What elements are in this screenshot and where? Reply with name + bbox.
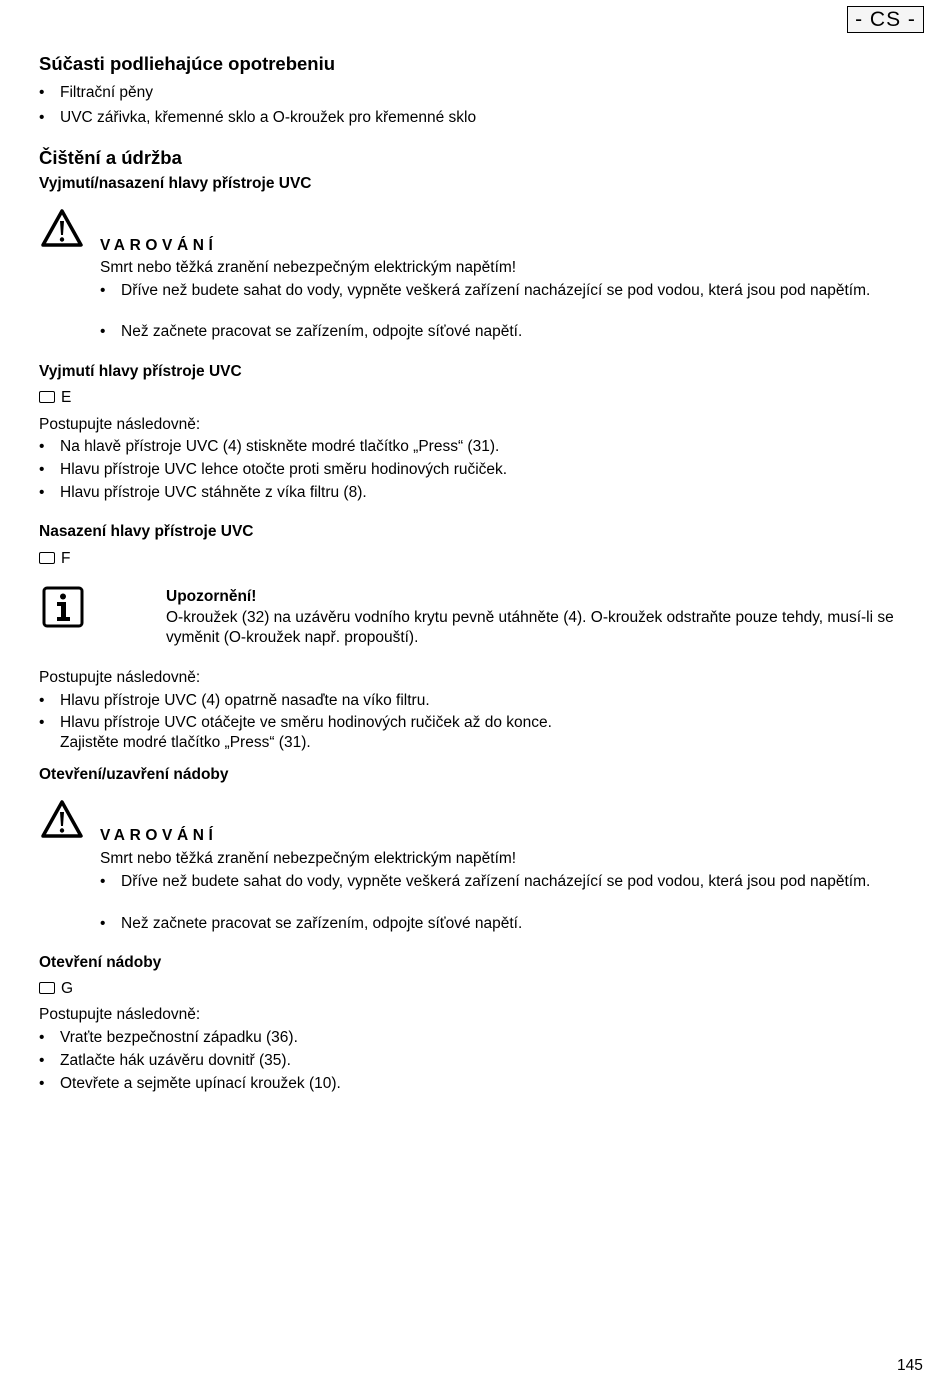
instructions-intro: Postupujte následovně: <box>39 1006 201 1023</box>
warning-triangle-icon <box>40 208 84 248</box>
section-title-container: Otevření/uzavření nádoby <box>39 766 229 783</box>
list-item: • Hlavu přístroje UVC stáhněte z víka filtru (8). <box>39 483 367 503</box>
page-number: 145 <box>897 1357 923 1374</box>
warning-text: Smrt nebo těžká zranění nebezpečným elektrickým napětím! <box>100 850 517 867</box>
list-item: • Hlavu přístroje UVC lehce otočte proti směru hodinových ručiček. <box>39 460 507 480</box>
warning-list-item: • Dříve než budete sahat do vody, vypněte veškerá zařízení nacházející se pod vodou, která jsou pod napětím. <box>100 872 891 892</box>
note-text: O-kroužek (32) na uzávěru vodního krytu pevně utáhněte (4). O-kroužek odstraňte pouze tehdy, musí-li se vyměnit (O-kroužek např. propouští). <box>166 609 894 646</box>
figure-label: G <box>61 980 74 997</box>
section-title-cleaning: Čištění a údržba <box>39 147 182 168</box>
warning-text: Smrt nebo těžká zranění nebezpečným elektrickým napětím! <box>100 259 517 276</box>
info-icon <box>42 586 84 628</box>
figure-box-icon <box>39 391 55 403</box>
list-item: • UVC zářivka, křemenné sklo a O-kroužek pro křemenné sklo <box>39 108 476 128</box>
warning-list-item: • Než začnete pracovat se zařízením, odpojte síťové napětí. <box>100 322 891 342</box>
section-title-remove: Vyjmutí hlavy přístroje UVC <box>39 363 242 380</box>
list-item-continuation: Zajistěte modré tlačítko „Press“ (31). <box>60 734 311 751</box>
list-item: • Na hlavě přístroje UVC (4) stiskněte modré tlačítko „Press“ (31). <box>39 437 499 457</box>
section-title-attach: Nasazení hlavy přístroje UVC <box>39 523 254 540</box>
figure-label: F <box>61 550 71 567</box>
section-title-wear-parts: Súčasti podliehajúce opotrebeniu <box>39 53 336 74</box>
list-item: • Filtrační pěny <box>39 83 153 103</box>
warning-triangle-icon <box>40 799 84 839</box>
warning-list-item: • Než začnete pracovat se zařízením, odpojte síťové napětí. <box>100 914 891 934</box>
warning-title: VAROVÁNÍ <box>100 827 218 844</box>
section-subtitle: Vyjmutí/nasazení hlavy přístroje UVC <box>39 175 312 192</box>
list-item: • Zatlačte hák uzávěru dovnitř (35). <box>39 1051 291 1071</box>
figure-box-icon <box>39 552 55 564</box>
figure-reference <box>39 388 71 408</box>
instructions-intro: Postupujte následovně: <box>39 416 201 433</box>
language-tag: - CS - <box>847 6 924 33</box>
list-item: • Hlavu přístroje UVC otáčejte ve směru hodinových ručiček až do konce. <box>39 713 552 733</box>
figure-box-icon <box>39 982 55 994</box>
list-item: • Hlavu přístroje UVC (4) opatrně nasaďte na víko filtru. <box>39 691 430 711</box>
figure-label: E <box>61 389 72 406</box>
warning-list-item: • Dříve než budete sahat do vody, vypněte veškerá zařízení nacházející se pod vodou, která jsou pod napětím. <box>100 281 891 301</box>
section-title-open: Otevření nádoby <box>39 954 162 971</box>
warning-title: VAROVÁNÍ <box>100 237 218 254</box>
instructions-intro: Postupujte následovně: <box>39 669 201 686</box>
figure-reference <box>39 549 70 569</box>
list-item: • Vraťte bezpečnostní západku (36). <box>39 1028 298 1048</box>
figure-reference <box>39 979 73 999</box>
note-title: Upozornění! <box>166 588 257 605</box>
list-item: • Otevřete a sejměte upínací kroužek (10). <box>39 1074 341 1094</box>
